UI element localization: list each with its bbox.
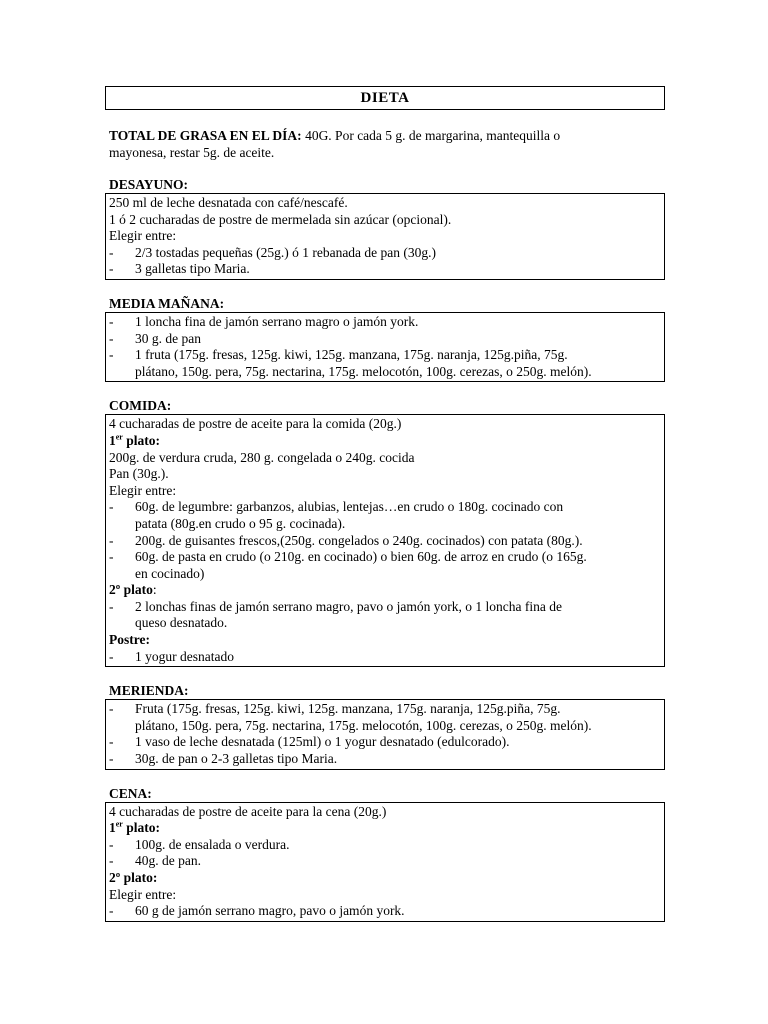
list-item: - 1 loncha fina de jamón serrano magro o jamón york. [109,314,662,331]
comida-line: 200g. de verdura cruda, 280 g. congelada o 240g. cocida [109,449,415,465]
desayuno-box [105,193,665,280]
list-item: - 1 yogur desnatado [109,649,662,666]
list-item-text: 30g. de pan o 2-3 galletas tipo Maria. [135,751,338,767]
cena-line: Elegir entre: [109,886,177,902]
list-item-text: plátano, 150g. pera, 75g. nectarina, 175g. melocotón, 100g. cerezas, o 250g. melón). [135,363,592,379]
cena-title: CENA: [109,785,152,801]
list-item: - 1 fruta (175g. fresas, 125g. kiwi, 125g. manzana, 175g. naranja, 125g.piña, 75g. [109,347,662,364]
list-item: - 60g. de pasta en crudo (o 210g. en cocinado) o bien 60g. de arroz en crudo (o 165g. [109,549,662,566]
list-item: - 30 g. de pan [109,331,662,348]
list-item: - 200g. de guisantes frescos,(250g. congelados o 240g. cocinados) con patata (80g.). [109,533,662,550]
cena-box [105,802,665,922]
list-item-continuation [109,718,662,735]
list-item-continuation [109,516,662,533]
list-item-text: 100g. de ensalada o verdura. [135,836,290,852]
comida-line: Elegir entre: [109,482,177,498]
list-item: - Fruta (175g. fresas, 125g. kiwi, 125g. manzana, 175g. naranja, 125g.piña, 75g. [109,701,662,718]
cena-segundo-plato-heading: 2º plato: [109,870,158,885]
desayuno-title: DESAYUNO: [109,177,189,192]
postre-heading: Postre: [109,632,150,648]
segundo-plato-label: 2º plato [109,582,153,598]
primer-plato-label: plato: [122,432,160,448]
segundo-plato-colon: : [152,582,157,598]
list-item-text: 1 yogur desnatado [135,648,234,664]
comida-line: Pan (30g.). [109,466,169,482]
document-page [105,86,665,922]
list-item: - 1 vaso de leche desnatada (125ml) o 1 yogur desnatado (edulcorado). [109,734,662,751]
desayuno-line: Elegir entre: [109,228,177,244]
list-item-continuation [109,364,662,381]
list-item-text: 2 lonchas finas de jamón serrano magro, pavo o jamón york, o 1 loncha fina de [135,598,563,614]
total-fat-text-2: mayonesa, restar 5g. de aceite. [109,145,275,160]
desayuno-line: 250 ml de leche desnatada con café/nescafé. [109,195,348,210]
primer-plato-superscript: er [115,432,123,442]
list-item: - 2 lonchas finas de jamón serrano magro, pavo o jamón york, o 1 loncha fina de [109,599,662,616]
media-manana-title: MEDIA MAÑANA: [109,295,225,311]
list-item: - 40g. de pan. [109,853,662,870]
cena-primer-plato-heading [109,820,662,837]
total-fat-paragraph [105,127,665,161]
cena-line: 4 cucharadas de postre de aceite para la cena (20g.) [109,803,387,819]
total-fat-label: TOTAL DE GRASA EN EL DÍA: [109,128,302,143]
comida-box [105,414,665,667]
primer-plato-label: plato: [122,820,160,836]
desayuno-line: 1 ó 2 cucharadas de postre de mermelada sin azúcar (opcional). [109,211,452,227]
primer-plato-superscript: er [115,819,123,829]
merienda-box [105,699,665,769]
list-item-text: 200g. de guisantes frescos,(250g. congelados o 240g. cocinados) con patata (80g.). [135,532,583,548]
list-item-text: 40g. de pan. [135,853,201,869]
list-item-text: queso desnatado. [135,615,228,631]
comida-title: COMIDA: [109,398,172,414]
list-item-text: 3 galletas tipo Maria. [135,261,250,277]
primer-plato-number: 1 [109,432,116,448]
list-item-text: en cocinado) [135,565,205,581]
list-item-text: 1 fruta (175g. fresas, 125g. kiwi, 125g. manzana, 175g. naranja, 125g.piña, 75g. [135,347,568,363]
list-item: - 3 galletas tipo Maria. [109,261,662,278]
total-fat-text-1: 40G. Por cada 5 g. de margarina, mantequilla o [301,128,561,143]
list-item-text: 60g. de legumbre: garbanzos, alubias, lentejas…en crudo o 180g. cocinado con [135,499,564,515]
primer-plato-heading [109,433,662,450]
segundo-plato-heading [109,582,662,599]
list-item-text: patata (80g.en crudo o 95 g. cocinada). [135,515,346,531]
list-item-text: 2/3 tostadas pequeñas (25g.) ó 1 rebanada de pan (30g.) [135,244,437,260]
primer-plato-number: 1 [109,820,116,836]
list-item-text: 30 g. de pan [135,330,201,346]
document-title: DIETA [105,86,665,110]
list-item-text: 60 g de jamón serrano magro, pavo o jamón york. [135,903,405,919]
list-item: - 60 g de jamón serrano magro, pavo o jamón york. [109,903,662,920]
list-item-text: Fruta (175g. fresas, 125g. kiwi, 125g. manzana, 175g. naranja, 125g.piña, 75g. [135,701,561,717]
list-item: - 30g. de pan o 2-3 galletas tipo Maria. [109,751,662,768]
comida-line: 4 cucharadas de postre de aceite para la comida (20g.) [109,416,402,432]
list-item: - 60g. de legumbre: garbanzos, alubias, lentejas…en crudo o 180g. cocinado con [109,499,662,516]
list-item-continuation [109,615,662,632]
list-item-text: 60g. de pasta en crudo (o 210g. en cocinado) o bien 60g. de arroz en crudo (o 165g. [135,549,587,565]
list-item: - 2/3 tostadas pequeñas (25g.) ó 1 rebanada de pan (30g.) [109,245,662,262]
list-item-text: plátano, 150g. pera, 75g. nectarina, 175g. melocotón, 100g. cerezas, o 250g. melón). [135,717,592,733]
list-item-text: 1 vaso de leche desnatada (125ml) o 1 yogur desnatado (edulcorado). [135,734,510,750]
list-item: - 100g. de ensalada o verdura. [109,837,662,854]
media-manana-box [105,312,665,382]
list-item-text: 1 loncha fina de jamón serrano magro o jamón york. [135,313,419,329]
merienda-title: MERIENDA: [109,683,189,699]
list-item-continuation [109,566,662,583]
